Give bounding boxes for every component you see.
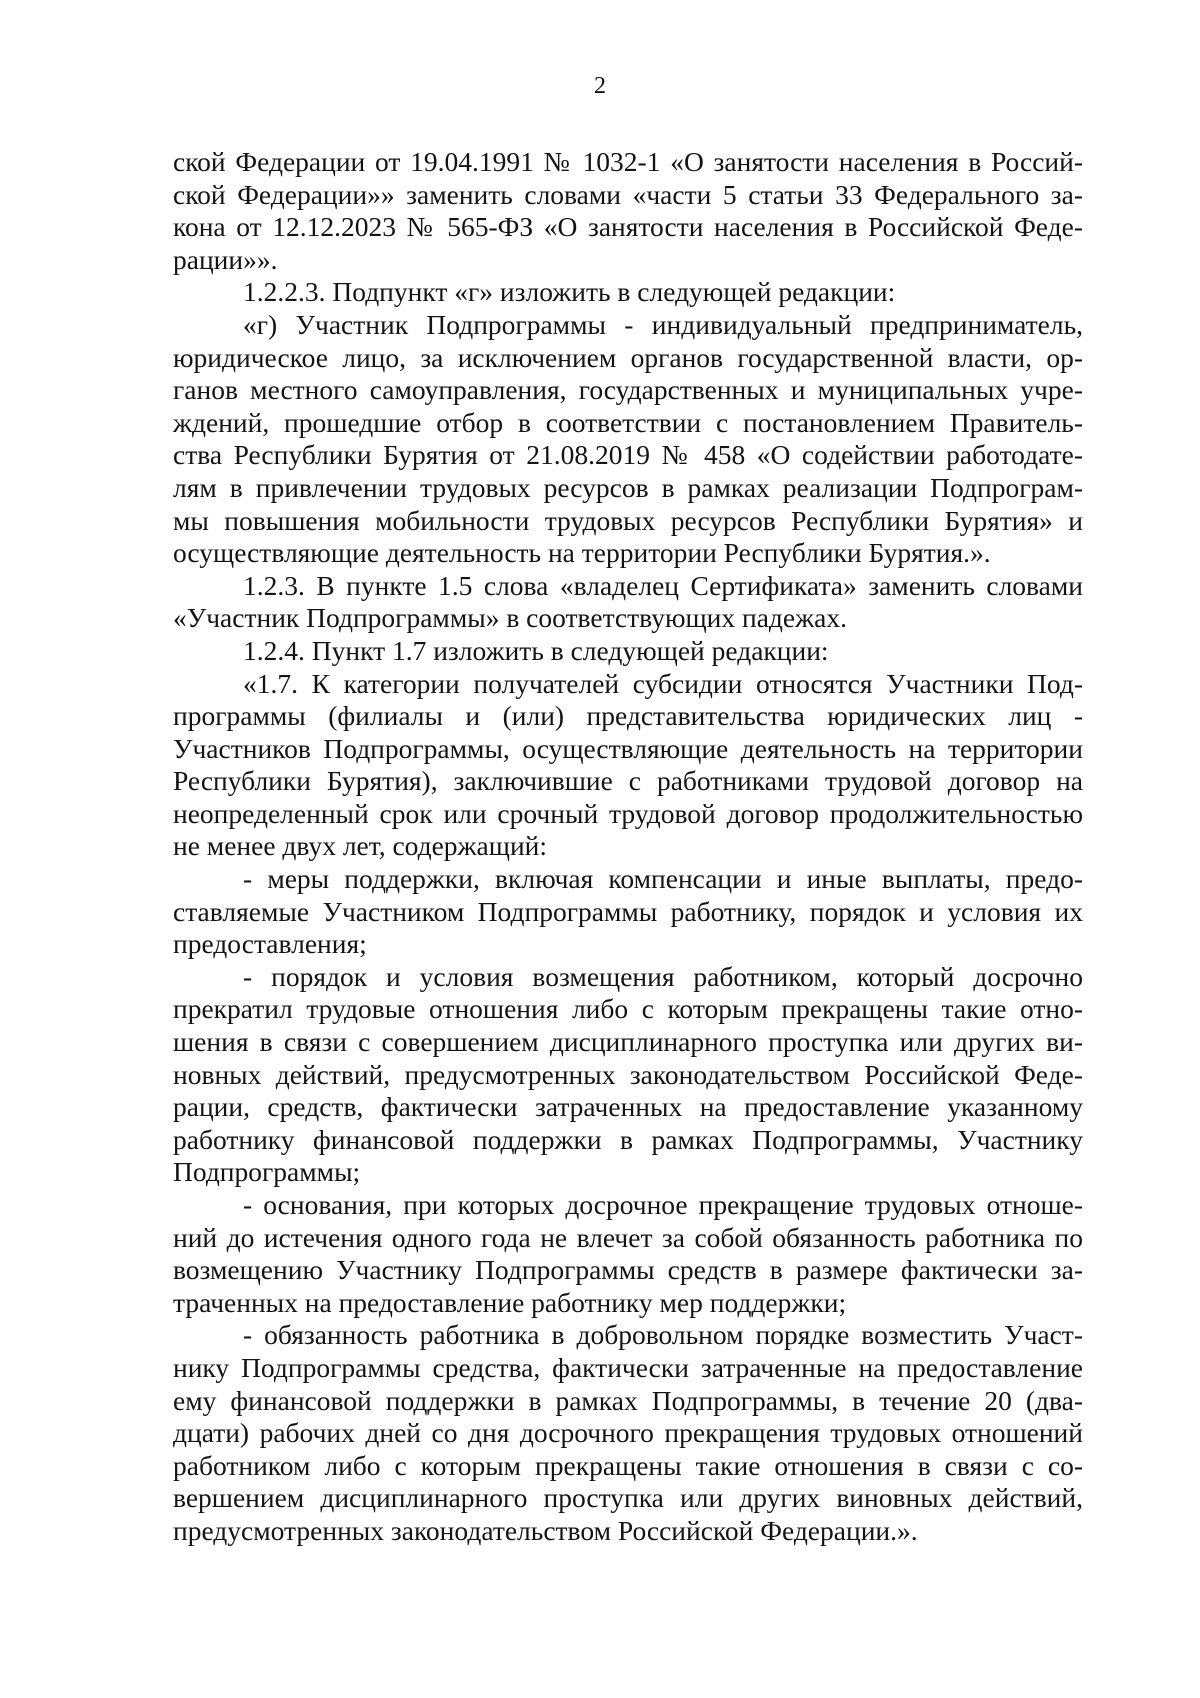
text-line: нику Подпрограммы средства, фактически затраченные на предоставление [173, 1351, 1083, 1383]
text-line: - основания, при которых досрочное прекращение трудовых отноше- [243, 1189, 1083, 1220]
text-line: лям в привлечении трудовых ресурсов в рамках реализации Подпрограм- [173, 471, 1083, 503]
text-line: «Участник Подпрограммы» в соответствующих падежах. [173, 602, 847, 634]
text-line: 1.2.3. В пункте 1.5 слова «владелец Сертификата» заменить словами [243, 569, 1083, 601]
text-line: - порядок и условия возмещения работником, который досрочно [243, 960, 1083, 992]
text-line: Подпрограммы; [173, 1156, 361, 1188]
text-line: ганов местного самоуправления, государственных и муниципальных учре- [173, 374, 1083, 406]
text-line: возмещению Участнику Подпрограммы средств в размере фактически за- [173, 1254, 1083, 1286]
text-line: шения в связи с совершением дисциплинарного проступка или других ви- [173, 1026, 1083, 1058]
text-line: - обязанность работника в добровольном порядке возместить Участ- [243, 1319, 1083, 1351]
text-line: ской Федерации от 19.04.1991 № 1032-1 «О занятости населения в Россий- [173, 146, 1083, 177]
text-line: траченных на предоставление работнику мер поддержки; [173, 1286, 847, 1318]
text-line: «г) Участник Подпрограммы - индивидуальный предприниматель, [243, 308, 1083, 340]
text-line: Республики Бурятия), заключившие с работниками трудовой договор на [173, 765, 1083, 797]
text-line: дцати) рабочих дней со дня досрочного прекращения трудовых отношений [173, 1417, 1083, 1449]
text-line: ждений, прошедшие отбор в соответствии с постановлением Правитель- [173, 406, 1083, 438]
text-line: программы (филиалы и (или) представительства юридических лиц - [173, 700, 1083, 732]
text-line: «1.7. К категории получателей субсидии относятся Участники Под- [243, 667, 1083, 699]
text-line: ний до истечения одного года не влечет за собой обязанность работника по [173, 1221, 1083, 1253]
text-line: вершением дисциплинарного проступка или других виновных действий, [173, 1482, 1083, 1514]
text-line: работнику финансовой поддержки в рамках Подпрограммы, Участнику [173, 1123, 1083, 1155]
text-line: ской Федерации»» заменить словами «части 5 статьи 33 Федерального за- [173, 178, 1083, 210]
text-line: юридическое лицо, за исключением органов государственной власти, ор- [173, 341, 1083, 373]
text-line: рации, средств, фактически затраченных на предоставление указанному [173, 1091, 1083, 1123]
text-line: 1.2.2.3. Подпункт «г» изложить в следующей редакции: [243, 276, 896, 308]
text-line: прекратил трудовые отношения либо с которым прекращены такие отно- [173, 993, 1083, 1025]
page-number: 2 [594, 73, 606, 99]
text-line: неопределенный срок или срочный трудовой договор продолжительностью [173, 797, 1083, 829]
text-line: 1.2.4. Пункт 1.7 изложить в следующей редакции: [243, 634, 829, 666]
text-line: предоставления; [173, 928, 367, 960]
text-line: - меры поддержки, включая компенсации и иные выплаты, предо- [243, 863, 1083, 895]
text-line: новных действий, предусмотренных законодательством Российской Феде- [173, 1058, 1083, 1090]
text-line: ставляемые Участником Подпрограммы работнику, порядок и условия их [173, 895, 1083, 927]
text-line: ства Республики Бурятия от 21.08.2019 № 458 «О содействии работодате- [173, 439, 1083, 471]
text-line: мы повышения мобильности трудовых ресурсов Республики Бурятия» и [173, 504, 1083, 536]
text-line: Участников Подпрограммы, осуществляющие деятельность на территории [173, 732, 1083, 764]
document-body [173, 146, 1083, 1548]
text-line: ему финансовой поддержки в рамках Подпрограммы, в течение 20 (два- [173, 1384, 1083, 1416]
text-line: кона от 12.12.2023 № 565-ФЗ «О занятости населения в Российской Феде- [173, 211, 1083, 243]
text-line: работником либо с которым прекращены такие отношения в связи с со- [173, 1449, 1083, 1481]
text-line: предусмотренных законодательством Российской Федерации.». [173, 1514, 918, 1546]
text-line: не менее двух лет, содержащий: [173, 830, 548, 862]
text-line: рации»». [173, 243, 278, 275]
text-line: осуществляющие деятельность на территории Республики Бурятия.». [173, 537, 991, 569]
